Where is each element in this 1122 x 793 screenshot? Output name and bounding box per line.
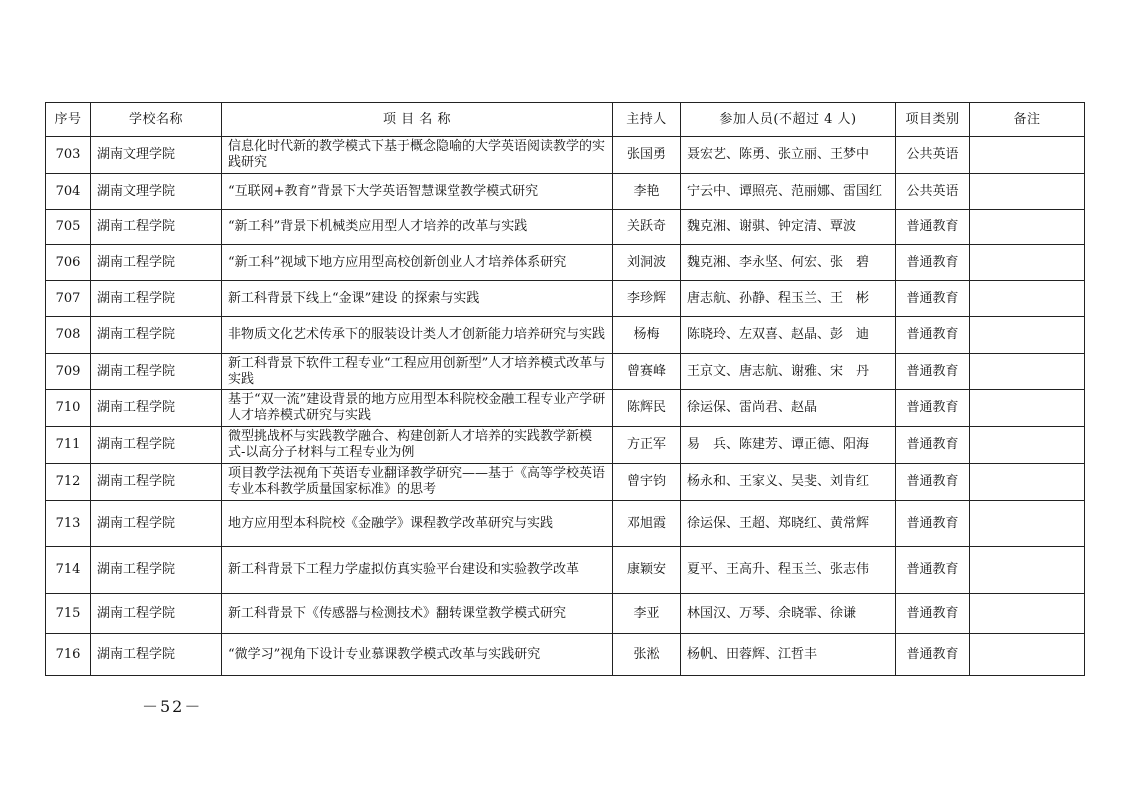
cell-category: 普通教育	[896, 281, 970, 317]
cell-host: 曾赛峰	[613, 354, 681, 390]
cell-note	[970, 245, 1085, 281]
cell-school: 湖南工程学院	[91, 281, 222, 317]
cell-no: 704	[46, 174, 91, 210]
header-category: 项目类别	[896, 103, 970, 137]
cell-note	[970, 464, 1085, 501]
cell-school: 湖南工程学院	[91, 354, 222, 390]
cell-category: 普通教育	[896, 245, 970, 281]
cell-category: 普通教育	[896, 594, 970, 634]
cell-category: 普通教育	[896, 317, 970, 354]
cell-title: 项目教学法视角下英语专业翻译教学研究——基于《高等学校英语专业本科教学质量国家标准》的思考	[222, 464, 613, 501]
cell-members: 杨永和、王家义、吴斐、刘肯红	[681, 464, 896, 501]
cell-school: 湖南工程学院	[91, 317, 222, 354]
header-no: 序号	[46, 103, 91, 137]
cell-school: 湖南工程学院	[91, 501, 222, 547]
cell-host: 李珍辉	[613, 281, 681, 317]
cell-school: 湖南工程学院	[91, 464, 222, 501]
cell-category: 普通教育	[896, 464, 970, 501]
cell-note	[970, 317, 1085, 354]
cell-no: 716	[46, 634, 91, 676]
cell-category: 普通教育	[896, 427, 970, 464]
cell-no: 712	[46, 464, 91, 501]
cell-members: 陈晓玲、左双喜、赵晶、彭 迪	[681, 317, 896, 354]
header-members: 参加人员(不超过 4 人)	[681, 103, 896, 137]
cell-members: 唐志航、孙静、程玉兰、王 彬	[681, 281, 896, 317]
cell-category: 普通教育	[896, 390, 970, 427]
cell-no: 711	[46, 427, 91, 464]
cell-note	[970, 354, 1085, 390]
table-row	[46, 501, 1085, 547]
cell-host: 康颖安	[613, 547, 681, 594]
cell-school: 湖南工程学院	[91, 245, 222, 281]
cell-title: “微学习”视角下设计专业慕课教学模式改革与实践研究	[222, 634, 613, 676]
table-row	[46, 547, 1085, 594]
cell-members: 宁云中、谭照亮、范丽娜、雷国红	[681, 174, 896, 210]
cell-members: 聂宏艺、陈勇、张立丽、王梦中	[681, 137, 896, 174]
table-row	[46, 390, 1085, 427]
header-school: 学校名称	[91, 103, 222, 137]
table-row	[46, 317, 1085, 354]
cell-school: 湖南工程学院	[91, 634, 222, 676]
cell-title: 地方应用型本科院校《金融学》课程教学改革研究与实践	[222, 501, 613, 547]
cell-category: 普通教育	[896, 354, 970, 390]
cell-members: 林国汉、万琴、余晓霏、徐谦	[681, 594, 896, 634]
cell-host: 李亚	[613, 594, 681, 634]
table-row	[46, 210, 1085, 245]
cell-host: 邓旭霞	[613, 501, 681, 547]
cell-category: 公共英语	[896, 137, 970, 174]
cell-host: 陈辉民	[613, 390, 681, 427]
cell-host: 关跃奇	[613, 210, 681, 245]
cell-category: 普通教育	[896, 547, 970, 594]
cell-host: 张国勇	[613, 137, 681, 174]
cell-host: 张淞	[613, 634, 681, 676]
cell-members: 夏平、王高升、程玉兰、张志伟	[681, 547, 896, 594]
cell-title: “互联网+教育”背景下大学英语智慧课堂教学模式研究	[222, 174, 613, 210]
cell-category: 普通教育	[896, 501, 970, 547]
table-row	[46, 594, 1085, 634]
header-host: 主持人	[613, 103, 681, 137]
cell-no: 705	[46, 210, 91, 245]
cell-no: 708	[46, 317, 91, 354]
cell-no: 703	[46, 137, 91, 174]
cell-no: 707	[46, 281, 91, 317]
table-row	[46, 354, 1085, 390]
cell-note	[970, 174, 1085, 210]
cell-note	[970, 547, 1085, 594]
cell-host: 李艳	[613, 174, 681, 210]
cell-title: 新工科背景下《传感器与检测技术》翻转课堂教学模式研究	[222, 594, 613, 634]
header-title: 项 目 名 称	[222, 103, 613, 137]
table-row	[46, 634, 1085, 676]
table-row	[46, 427, 1085, 464]
cell-title: “新工科”背景下机械类应用型人才培养的改革与实践	[222, 210, 613, 245]
cell-note	[970, 594, 1085, 634]
table-row	[46, 174, 1085, 210]
cell-category: 普通教育	[896, 210, 970, 245]
cell-no: 710	[46, 390, 91, 427]
cell-no: 714	[46, 547, 91, 594]
cell-members: 杨帆、田蓉辉、江哲丰	[681, 634, 896, 676]
cell-members: 魏克湘、谢骐、钟定清、覃波	[681, 210, 896, 245]
cell-school: 湖南工程学院	[91, 390, 222, 427]
header-row	[46, 103, 1085, 137]
cell-members: 魏克湘、李永坚、何宏、张 碧	[681, 245, 896, 281]
cell-members: 徐运保、王超、郑晓红、黄常辉	[681, 501, 896, 547]
cell-no: 715	[46, 594, 91, 634]
cell-no: 706	[46, 245, 91, 281]
cell-category: 公共英语	[896, 174, 970, 210]
cell-school: 湖南文理学院	[91, 137, 222, 174]
cell-title: 基于“双一流”建设背景的地方应用型本科院校金融工程专业产学研人才培养模式研究与实践	[222, 390, 613, 427]
table-row	[46, 281, 1085, 317]
page-number: －52－	[142, 697, 203, 716]
cell-members: 王京文、唐志航、谢雅、宋 丹	[681, 354, 896, 390]
cell-host: 曾宇钧	[613, 464, 681, 501]
cell-title: 新工科背景下工程力学虚拟仿真实验平台建设和实验教学改革	[222, 547, 613, 594]
cell-school: 湖南工程学院	[91, 210, 222, 245]
cell-members: 徐运保、雷尚君、赵晶	[681, 390, 896, 427]
cell-members: 易 兵、陈建芳、谭正德、阳海	[681, 427, 896, 464]
table-row	[46, 245, 1085, 281]
cell-title: 非物质文化艺术传承下的服装设计类人才创新能力培养研究与实践	[222, 317, 613, 354]
cell-note	[970, 427, 1085, 464]
cell-no: 713	[46, 501, 91, 547]
cell-host: 刘洞波	[613, 245, 681, 281]
table-body	[46, 137, 1085, 676]
cell-note	[970, 501, 1085, 547]
cell-host: 杨梅	[613, 317, 681, 354]
table-row	[46, 464, 1085, 501]
cell-title: 新工科背景下线上“金课”建设 的探索与实践	[222, 281, 613, 317]
cell-title: 新工科背景下软件工程专业“工程应用创新型”人才培养模式改革与实践	[222, 354, 613, 390]
table-row	[46, 137, 1085, 174]
cell-no: 709	[46, 354, 91, 390]
cell-note	[970, 390, 1085, 427]
cell-note	[970, 137, 1085, 174]
header-note: 备注	[970, 103, 1085, 137]
cell-title: 信息化时代新的教学模式下基于概念隐喻的大学英语阅读教学的实践研究	[222, 137, 613, 174]
project-table	[45, 102, 1085, 676]
cell-host: 方正军	[613, 427, 681, 464]
cell-school: 湖南工程学院	[91, 547, 222, 594]
cell-school: 湖南工程学院	[91, 427, 222, 464]
cell-note	[970, 210, 1085, 245]
cell-category: 普通教育	[896, 634, 970, 676]
cell-note	[970, 281, 1085, 317]
cell-note	[970, 634, 1085, 676]
cell-school: 湖南工程学院	[91, 594, 222, 634]
cell-title: “新工科”视域下地方应用型高校创新创业人才培养体系研究	[222, 245, 613, 281]
cell-school: 湖南文理学院	[91, 174, 222, 210]
cell-title: 微型挑战杯与实践教学融合、构建创新人才培养的实践教学新模式-以高分子材料与工程专业为例	[222, 427, 613, 464]
